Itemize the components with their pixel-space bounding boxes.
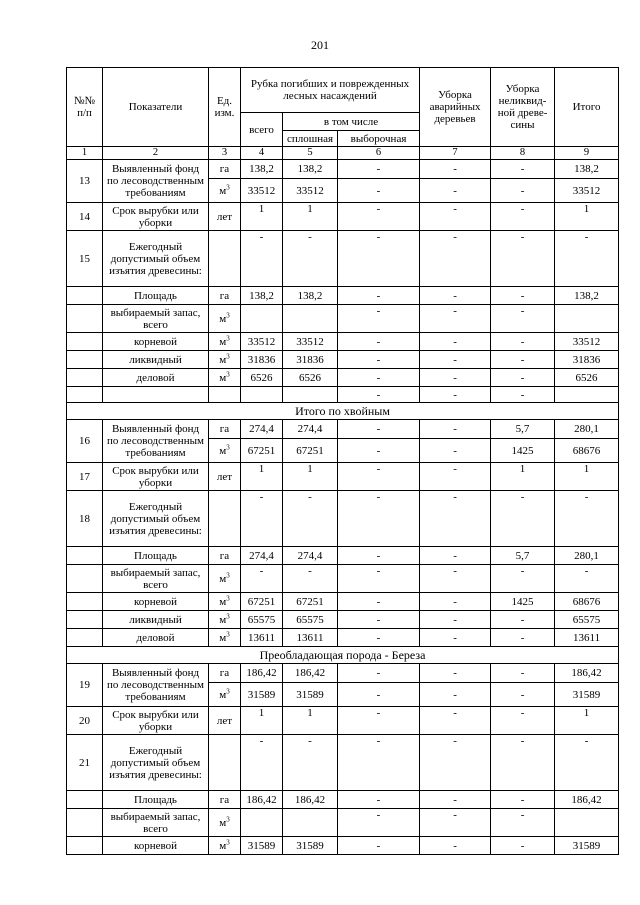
table-cell: 138,2 [283, 160, 338, 179]
table-cell: - [338, 683, 420, 707]
table-cell: - [338, 809, 420, 837]
table-cell: 6526 [283, 369, 338, 387]
table-row [67, 160, 619, 179]
table-cell: 5,7 [491, 420, 555, 439]
unit-cell: $м^3$ [209, 593, 241, 611]
table-row [67, 664, 619, 683]
header-including: в том числе [283, 113, 420, 131]
table-cell: 1 [491, 463, 555, 491]
header-clear: сплошная [283, 131, 338, 147]
table-cell: - [491, 611, 555, 629]
indicator-cell: Выявленный фонд по лесоводственным требованиям [103, 420, 209, 463]
indicator-cell: Выявленный фонд по лесоводственным требованиям [103, 160, 209, 203]
table-cell: - [338, 369, 420, 387]
table-cell: 68676 [555, 439, 619, 463]
table-cell: 1 [555, 463, 619, 491]
header-selective: выборочная [338, 131, 420, 147]
indicator-cell: выбираемый запас, всего [103, 305, 209, 333]
table-cell: - [338, 707, 420, 735]
table-cell: - [491, 333, 555, 351]
table-cell: 138,2 [555, 287, 619, 305]
column-number: 4 [241, 147, 283, 160]
table-cell: 138,2 [283, 287, 338, 305]
table-cell: - [420, 463, 491, 491]
table-cell: 13611 [555, 629, 619, 647]
table-cell: - [491, 351, 555, 369]
table-cell [241, 387, 283, 403]
table-cell: 138,2 [241, 287, 283, 305]
table-cell: 1 [241, 707, 283, 735]
table-cell: 33512 [555, 333, 619, 351]
table-cell: - [241, 231, 283, 287]
indicator-cell: Срок вырубки или уборки [103, 203, 209, 231]
unit-cell: га [209, 791, 241, 809]
table-cell: 1 [283, 463, 338, 491]
table-cell [283, 387, 338, 403]
unit-cell: $м^3$ [209, 683, 241, 707]
table-cell: - [420, 491, 491, 547]
table-cell: 1425 [491, 593, 555, 611]
table-cell: 274,4 [241, 547, 283, 565]
table-cell: 186,42 [555, 791, 619, 809]
unit-cell: га [209, 287, 241, 305]
table-row [67, 593, 619, 611]
unit-cell: $м^3$ [209, 351, 241, 369]
table-cell: 31836 [241, 351, 283, 369]
section-title: Преобладающая порода - Береза [67, 647, 619, 664]
table-cell: - [338, 305, 420, 333]
table-cell: 31589 [241, 837, 283, 855]
table-cell: - [338, 491, 420, 547]
column-number: 2 [103, 147, 209, 160]
unit-cell [209, 491, 241, 547]
unit-cell: га [209, 420, 241, 439]
table-cell: - [338, 611, 420, 629]
section-title: Итого по хвойным [67, 403, 619, 420]
table-cell: - [338, 287, 420, 305]
header-total: всего [241, 113, 283, 147]
table-cell: - [338, 203, 420, 231]
indicator-cell: Ежегодный допустимый объем изъятия древесины: [103, 491, 209, 547]
indicator-cell: деловой [103, 369, 209, 387]
table-row [67, 387, 619, 403]
indicator-cell: Площадь [103, 287, 209, 305]
table-cell: 186,42 [283, 664, 338, 683]
table-cell: - [420, 664, 491, 683]
table-cell [241, 809, 283, 837]
table-cell: 1 [241, 203, 283, 231]
table-cell: - [338, 420, 420, 439]
table-cell: - [283, 735, 338, 791]
table-cell: - [420, 333, 491, 351]
unit-cell: $м^3$ [209, 565, 241, 593]
header-row [67, 68, 619, 113]
page-number: 201 [311, 38, 329, 52]
table-row [67, 369, 619, 387]
table-cell: - [420, 179, 491, 203]
table-cell: - [491, 791, 555, 809]
table-cell: 186,42 [555, 664, 619, 683]
header-emergency: Уборка аварийных деревьев [420, 68, 491, 147]
table-cell: - [420, 629, 491, 647]
table-row [67, 420, 619, 439]
table-cell: - [338, 629, 420, 647]
table-cell: - [491, 837, 555, 855]
table-cell: 65575 [283, 611, 338, 629]
table-cell: 6526 [555, 369, 619, 387]
table-cell: 31589 [283, 683, 338, 707]
unit-cell: $м^3$ [209, 837, 241, 855]
table-row [67, 351, 619, 369]
table-cell: - [491, 491, 555, 547]
indicator-cell: ликвидный [103, 351, 209, 369]
unit-cell: $м^3$ [209, 305, 241, 333]
table-cell: - [420, 683, 491, 707]
table-cell: 186,42 [241, 791, 283, 809]
table-row [67, 791, 619, 809]
table-row [67, 707, 619, 735]
table-cell: 274,4 [241, 420, 283, 439]
table-cell: 33512 [241, 179, 283, 203]
indicator-cell: деловой [103, 629, 209, 647]
table-cell: - [338, 160, 420, 179]
header-sum: Итого [555, 68, 619, 147]
table-row [67, 837, 619, 855]
table-cell: - [420, 420, 491, 439]
table-cell: - [338, 387, 420, 403]
table-cell: - [555, 491, 619, 547]
table-cell: - [338, 439, 420, 463]
table-cell: 138,2 [241, 160, 283, 179]
table-cell: - [420, 231, 491, 287]
table-cell: - [420, 611, 491, 629]
unit-cell [209, 735, 241, 791]
table-cell: - [491, 664, 555, 683]
table-cell: - [555, 231, 619, 287]
table-cell: - [338, 664, 420, 683]
table-cell: - [555, 735, 619, 791]
table-cell: 68676 [555, 593, 619, 611]
row-number: 20 [67, 707, 103, 735]
table-cell: - [555, 565, 619, 593]
table-cell: 186,42 [241, 664, 283, 683]
indicator-cell: корневой [103, 333, 209, 351]
unit-cell: $м^3$ [209, 809, 241, 837]
table-row [67, 735, 619, 791]
table-cell: 1425 [491, 439, 555, 463]
table-cell: 1 [283, 707, 338, 735]
unit-cell: $м^3$ [209, 611, 241, 629]
table-cell: 274,4 [283, 547, 338, 565]
table-row [67, 565, 619, 593]
table-cell: - [420, 387, 491, 403]
table-cell: 67251 [241, 593, 283, 611]
indicator-cell: Ежегодный допустимый объем изъятия древесины: [103, 735, 209, 791]
row-number: 17 [67, 463, 103, 491]
table-cell: 13611 [283, 629, 338, 647]
table-row [67, 463, 619, 491]
table-cell: - [420, 351, 491, 369]
indicator-cell: Срок вырубки или уборки [103, 463, 209, 491]
table-cell: 1 [555, 203, 619, 231]
table-cell: 31589 [283, 837, 338, 855]
row-number: 13 [67, 160, 103, 203]
table-cell: 31589 [555, 837, 619, 855]
table-cell: - [420, 707, 491, 735]
table-cell: 1 [555, 707, 619, 735]
table-cell: 138,2 [555, 160, 619, 179]
table-cell: - [420, 565, 491, 593]
header-unit: Ед. изм. [209, 68, 241, 147]
unit-cell: $м^3$ [209, 369, 241, 387]
table-cell: - [420, 439, 491, 463]
row-number: 21 [67, 735, 103, 791]
table-cell: 186,42 [283, 791, 338, 809]
indicator-cell: ликвидный [103, 611, 209, 629]
table-cell: - [491, 809, 555, 837]
indicator-cell: Срок вырубки или уборки [103, 707, 209, 735]
table-cell: 31589 [555, 683, 619, 707]
table-cell: - [338, 333, 420, 351]
indicator-cell: выбираемый запас, всего [103, 809, 209, 837]
row-number: 19 [67, 664, 103, 707]
table-cell: - [283, 231, 338, 287]
table-cell: 280,1 [555, 420, 619, 439]
unit-cell: лет [209, 463, 241, 491]
row-number: 18 [67, 491, 103, 547]
table-row [67, 809, 619, 837]
column-number: 5 [283, 147, 338, 160]
table-cell: - [241, 491, 283, 547]
section-row [67, 647, 619, 664]
unit-cell: га [209, 664, 241, 683]
table-cell: - [338, 179, 420, 203]
unit-cell [209, 231, 241, 287]
column-numbers-row [67, 147, 619, 160]
table-cell: - [283, 565, 338, 593]
table-cell: - [491, 629, 555, 647]
table-cell: - [491, 203, 555, 231]
table-cell: - [420, 203, 491, 231]
column-number: 1 [67, 147, 103, 160]
table-cell: 33512 [241, 333, 283, 351]
indicator-cell: Ежегодный допустимый объем изъятия древесины: [103, 231, 209, 287]
table-cell: - [491, 565, 555, 593]
column-number: 7 [420, 147, 491, 160]
table-cell: - [420, 837, 491, 855]
header-illiquid: Уборка неликвидной древесины [491, 68, 555, 147]
table-cell: - [491, 179, 555, 203]
table-cell: - [241, 565, 283, 593]
table-cell: - [338, 565, 420, 593]
table-cell [283, 305, 338, 333]
unit-cell: лет [209, 707, 241, 735]
table-cell [241, 305, 283, 333]
table-row [67, 629, 619, 647]
table-cell: 67251 [241, 439, 283, 463]
table-cell: - [491, 707, 555, 735]
table-row [67, 491, 619, 547]
table-cell: - [491, 369, 555, 387]
indicator-cell: корневой [103, 837, 209, 855]
row-number: 16 [67, 420, 103, 463]
table-row [67, 333, 619, 351]
column-number: 8 [491, 147, 555, 160]
table-cell: - [338, 231, 420, 287]
indicator-cell: корневой [103, 593, 209, 611]
header-no: №№ п/п [67, 68, 103, 147]
table-cell: - [491, 735, 555, 791]
column-number: 9 [555, 147, 619, 160]
table-cell: 67251 [283, 439, 338, 463]
table-cell: - [241, 735, 283, 791]
table-cell: 5,7 [491, 547, 555, 565]
table-cell: 31836 [283, 351, 338, 369]
table-cell: - [491, 231, 555, 287]
section-row [67, 403, 619, 420]
table-cell: 31589 [241, 683, 283, 707]
table-cell: 1 [241, 463, 283, 491]
table-cell: - [338, 593, 420, 611]
table-cell: - [338, 351, 420, 369]
header-felling: Рубка погибших и поврежденных лесных насаждений [241, 68, 420, 113]
table-row [67, 305, 619, 333]
table-cell: 6526 [241, 369, 283, 387]
table-cell: - [420, 735, 491, 791]
table-cell: - [491, 387, 555, 403]
unit-cell: $м^3$ [209, 179, 241, 203]
table-cell: - [420, 547, 491, 565]
table-cell: - [420, 809, 491, 837]
table-cell: 33512 [283, 333, 338, 351]
table-row [67, 287, 619, 305]
table-row [67, 203, 619, 231]
table-cell: - [338, 547, 420, 565]
column-number: 6 [338, 147, 420, 160]
table-cell: 67251 [283, 593, 338, 611]
table-cell [555, 305, 619, 333]
indicator-cell: Выявленный фонд по лесоводственным требованиям [103, 664, 209, 707]
row-number: 14 [67, 203, 103, 231]
table-cell: - [491, 287, 555, 305]
table-cell: 13611 [241, 629, 283, 647]
table-cell: - [420, 593, 491, 611]
table-cell: 33512 [283, 179, 338, 203]
table-cell: - [420, 305, 491, 333]
table-cell: - [338, 735, 420, 791]
table-cell: 274,4 [283, 420, 338, 439]
table-cell: 65575 [241, 611, 283, 629]
table-cell: - [420, 369, 491, 387]
unit-cell: га [209, 547, 241, 565]
header-indicator: Показатели [103, 68, 209, 147]
row-number: 15 [67, 231, 103, 287]
unit-cell: $м^3$ [209, 629, 241, 647]
unit-cell: лет [209, 203, 241, 231]
table-cell: - [420, 287, 491, 305]
table-cell: - [420, 160, 491, 179]
table-cell: 280,1 [555, 547, 619, 565]
table-cell: - [338, 837, 420, 855]
table-row [67, 611, 619, 629]
table-cell: 33512 [555, 179, 619, 203]
indicator-cell: Площадь [103, 547, 209, 565]
table-cell: 65575 [555, 611, 619, 629]
unit-cell: $м^3$ [209, 439, 241, 463]
unit-cell: га [209, 160, 241, 179]
unit-cell: $м^3$ [209, 333, 241, 351]
table-cell: 1 [283, 203, 338, 231]
table-cell: - [491, 305, 555, 333]
column-number: 3 [209, 147, 241, 160]
table-cell: - [283, 491, 338, 547]
table-cell: - [338, 463, 420, 491]
table-cell [555, 809, 619, 837]
table-cell: 31836 [555, 351, 619, 369]
indicator-cell: Площадь [103, 791, 209, 809]
forest-table [66, 67, 619, 855]
table-cell: - [491, 160, 555, 179]
table-row [67, 547, 619, 565]
table-cell [555, 387, 619, 403]
table-row [67, 231, 619, 287]
table-cell: - [338, 791, 420, 809]
table-cell [283, 809, 338, 837]
table-cell: - [491, 683, 555, 707]
indicator-cell: выбираемый запас, всего [103, 565, 209, 593]
table-cell: - [420, 791, 491, 809]
